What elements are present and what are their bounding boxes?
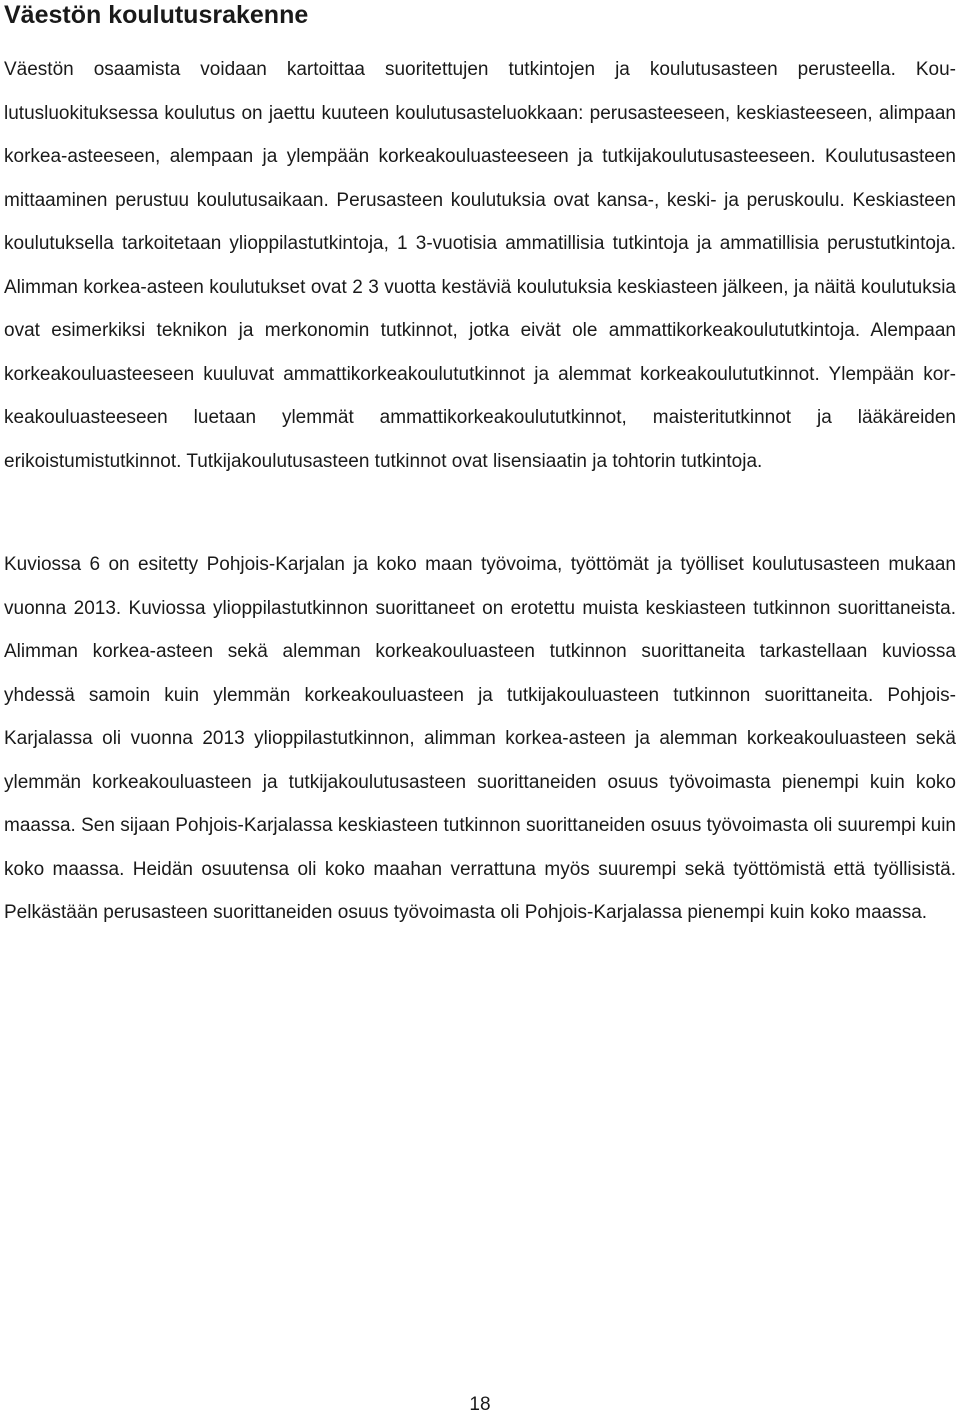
paragraph-figure-description: Kuviossa 6 on esitetty Pohjois-Karjalan ja koko maan työvoima, työttömät ja työlliset koulutusasteen mukaan vuonna 2013. Kuviossa ylioppilastutkinnon suorittaneet on erotettu muista keskiasteen tutkinnon suorittaneista. Alimman korkea-asteen sekä alemman korkeakouluasteen tutkinnon suorittaneita tarkastellaan kuviossa yhdessä samoin kuin ylemmän korkeakouluasteen ja tutkijakouluasteen tutkinnon suorittaneita. Pohjois-Karjalassa oli vuonna 2013 ylioppilastutkinnon, alimman korkea-asteen ja alemman korkeakouluasteen sekä ylemmän korkeakouluasteen ja tutkijakoulutusasteen suorittaneiden osuus työvoimasta pienempi kuin koko maassa. Sen sijaan Pohjois-Karjalassa keskiasteen tutkinnon suorittaneiden osuus työvoimasta oli suurempi kuin koko maassa. Heidän osuutensa oli koko maahan verrattuna myös suurempi sekä työttömistä että työllisistä. Pelkästään perusasteen suorittaneiden osuus työvoimasta oli Pohjois-Karjalassa pienempi kuin koko maassa.	[4, 554, 956, 923]
section-heading: Väestön koulutusrakenne	[4, 1, 309, 29]
page-number: 18	[469, 1394, 491, 1415]
paragraph-education-structure: Väestön osaamista voidaan kartoittaa suoritettujen tutkintojen ja koulutusasteen perusteella. Koulutusluokituksessa koulutus on jaettu kuuteen koulutusasteluokkaan: perusasteeseen, keskiasteeseen, alimpaan korkea-asteeseen, alempaan ja ylempään korkeakouluasteeseen ja tutkijakoulutusasteeseen. Koulutusasteen mittaaminen perustuu koulutusaikaan. Perusasteen koulutuksia ovat kansa-, keski- ja peruskoulu. Keskiasteen koulutuksella tarkoitetaan ylioppilastutkintoja, 1 3-vuotisia ammatillisia tutkintoja ja ammatillisia perustutkintoja. Alimman korkea-asteen koulutukset ovat 2 3 vuotta kestäviä koulutuksia keskiasteen jälkeen, ja näitä koulutuksia ovat esimerkiksi teknikon ja merkonomin tutkinnot, jotka eivät ole ammattikorkeakoulututkintoja. Alempaan korkeakouluasteeseen kuuluvat ammattikorkeakoulututkinnot ja alemmat korkeakoulututkinnot. Ylempään korkeakouluasteeseen luetaan ylemmät ammattikorkeakoulututkinnot, maisteritutkinnot ja lääkäreiden erikoistumistutkinnot. Tutkijakoulutusasteen tutkinnot ovat lisensiaatin ja tohtorin tutkintoja.	[4, 59, 956, 472]
